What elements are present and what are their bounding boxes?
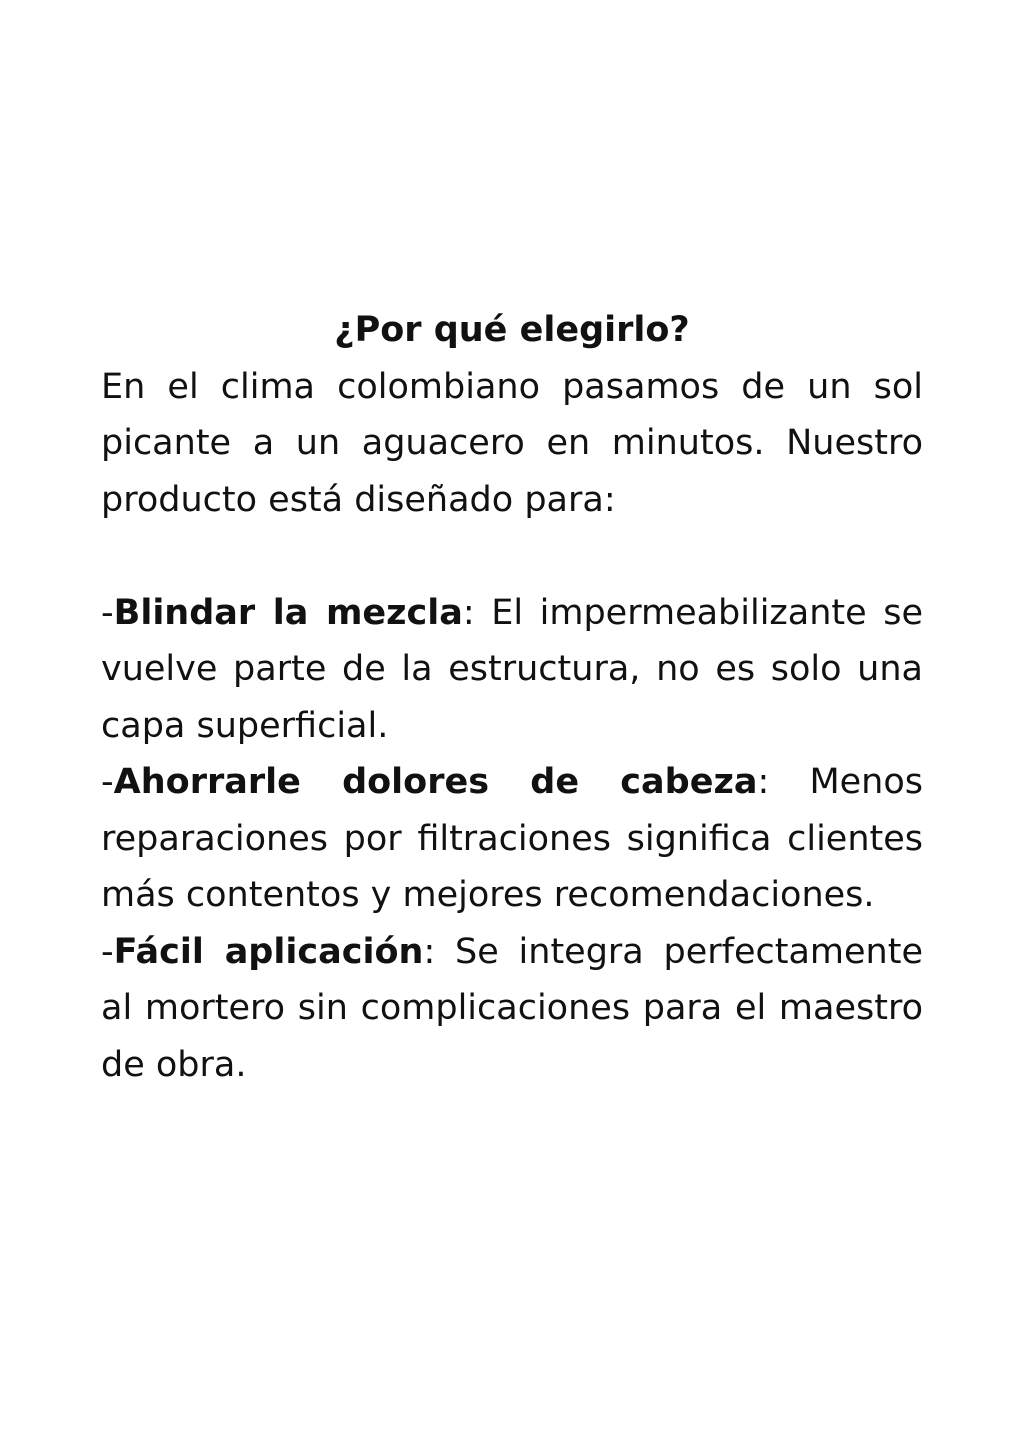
bullet-dash: - — [101, 592, 114, 633]
benefit-text: Se integra perfectamente al mortero sin complicaciones para el maestro de obra. — [101, 931, 923, 1085]
benefit-text: El impermeabilizante se vuelve parte de la estructura, no es solo una capa superficial. — [101, 592, 923, 746]
benefit-item-blindar — [101, 585, 923, 755]
benefit-item-facil — [101, 924, 923, 1094]
benefit-item-ahorrar — [101, 754, 923, 924]
benefit-heading: Ahorrarle dolores de cabeza — [113, 762, 758, 802]
bullet-dash: - — [101, 931, 114, 972]
benefit-separator: : — [423, 931, 436, 972]
benefit-heading: Blindar la mezcla — [113, 592, 463, 633]
document-body — [101, 302, 923, 1093]
intro-paragraph: En el clima colombiano pasamos de un sol picante a un aguacero en minutos. Nuestro producto está diseñado para: — [101, 366, 923, 520]
benefit-heading: Fácil aplicación — [113, 931, 424, 972]
benefit-text: Menos reparaciones por filtraciones significa clientes más contentos y mejores recomendaciones. — [101, 762, 924, 915]
page-title: ¿Por qué elegirlo? — [334, 310, 690, 350]
paragraph-spacer — [101, 528, 923, 585]
bullet-dash: - — [101, 762, 114, 802]
benefit-separator: : — [462, 592, 475, 633]
benefit-separator: : — [757, 762, 770, 802]
